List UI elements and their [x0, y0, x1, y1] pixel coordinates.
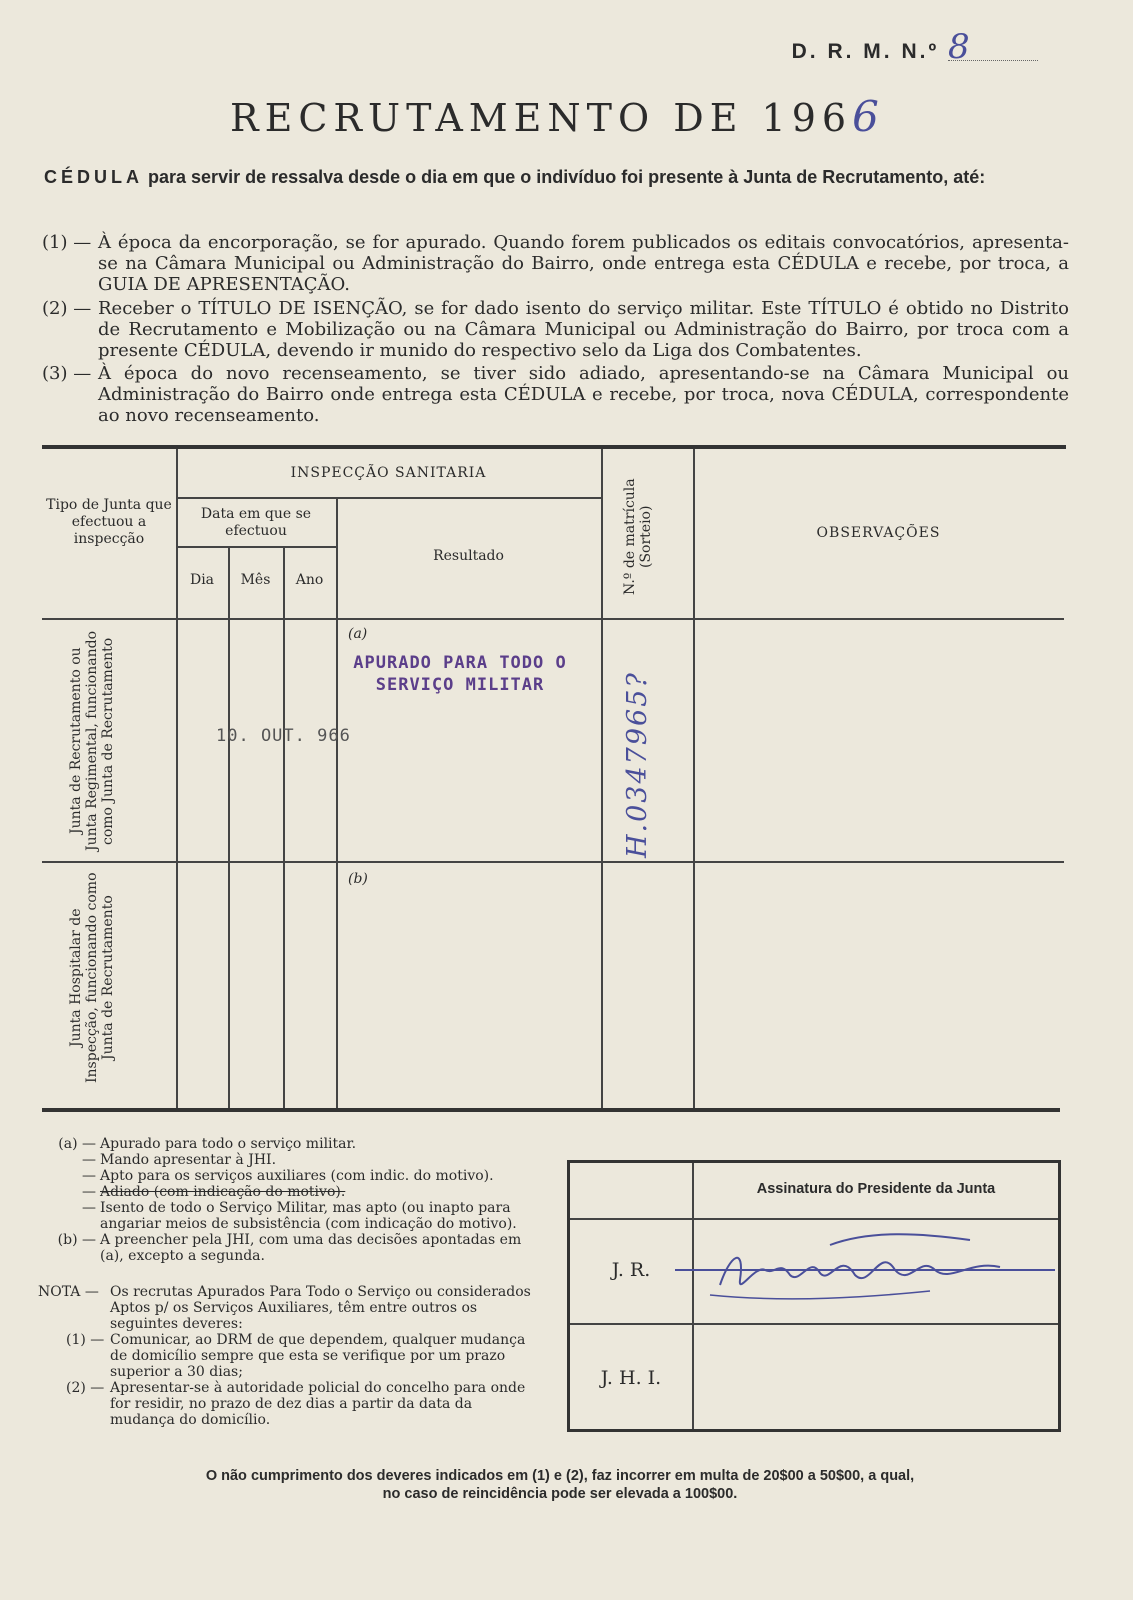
signature-header: Assinatura do Presidente da Junta — [756, 1181, 996, 1197]
signature-row-jr: J. R. — [611, 1259, 651, 1281]
intro-text: para servir de ressalva desde o dia em que o indivíduo foi presente à Junta de Recrutamento, até: — [148, 167, 986, 187]
table-divider — [228, 546, 230, 1108]
table-divider — [336, 497, 338, 1108]
col-inspeccao-header: INSPECÇÃO SANITARIA — [290, 465, 487, 481]
row2-tipo-label: Junta Hospitalar de Inspecção, funcionando como Junta de Recrutamento — [68, 872, 116, 1084]
legend — [38, 1136, 538, 1264]
page-title: RECRUTAMENTO DE 1966 — [230, 92, 879, 141]
table-divider — [42, 861, 1064, 863]
table-divider — [176, 546, 336, 548]
nota — [38, 1284, 538, 1428]
table-divider — [176, 497, 601, 499]
table-bottom-rule — [42, 1108, 1060, 1112]
col-dia-header: Dia — [189, 572, 215, 588]
legend-item: — Isento de todo o Serviço Militar, mas apto (ou inapto para angariar meios de subsistência (com indicação do motivo). — [82, 1200, 517, 1232]
legend-item-struck: — Adiado (com indicação do motivo). — [82, 1184, 346, 1200]
nota-item: (2) — Apresentar-se à autoridade policial do concelho para onde for residir, no prazo de dez dias a partir da data da mudança do domicílio. — [66, 1380, 526, 1428]
legend-item: — Apto para os serviços auxiliares (com indic. do motivo). — [82, 1168, 494, 1184]
row2-mark: (b) — [348, 871, 368, 887]
signature-divider — [570, 1323, 1058, 1325]
legend-item: (b) — A preencher pela JHI, com uma das decisões apontadas em (a), excepto a segunda. — [57, 1232, 522, 1264]
instruction-item-1: (1) — À época da encorporação, se for apurado. Quando forem publicados os editais convocatórios, apresenta-se na Câmara Municipal ou Administração do Bairro, onde entrega esta CÉDULA e recebe, por troca, a GUIA DE APRESENTAÇÃO. — [42, 232, 1069, 295]
table-divider — [283, 546, 285, 1108]
result-stamp: APURADO PARA TODO O SERVIÇO MILITAR — [353, 653, 567, 695]
col-observacoes-header: OBSERVAÇÕES — [816, 525, 941, 541]
matricula-handwritten: H.0347965? — [622, 671, 653, 858]
legend-item: (a) — Apurado para todo o serviço militar. — [58, 1136, 357, 1152]
row1-mark: (a) — [348, 626, 368, 642]
drm-number-label: D. R. M. N.º 8 — [792, 34, 1038, 64]
table-top-rule — [42, 445, 1066, 449]
president-signature — [670, 1225, 1060, 1315]
table-divider — [601, 449, 603, 1108]
col-mes-header: Mês — [240, 572, 271, 588]
table-divider — [176, 449, 178, 1108]
row1-tipo-label: Junta de Recrutamento ou Junta Regimental, funcionando como Junta de Recrutamento — [68, 631, 116, 851]
legend-item: — Mando apresentar à JHI. — [82, 1152, 277, 1168]
handwritten-year-digit: 6 — [852, 92, 879, 141]
col-tipo-header: Tipo de Junta que efectuou a inspecção — [46, 497, 172, 547]
signature-divider — [570, 1218, 1058, 1220]
instruction-item-3: (3) — À época do novo recenseamento, se tiver sido adiado, apresentando-se na Câmara Municipal ou Administração do Bairro onde entrega esta CÉDULA e recebe, por troca, nova CÉDULA, correspondente ao novo recenseamento. — [42, 363, 1069, 426]
intro-lead: CÉDULA — [44, 167, 143, 187]
inspection-date-stamp: 10. OUT. 966 — [216, 726, 351, 746]
signature-row-jhi: J. H. I. — [600, 1367, 662, 1389]
col-data-header: Data em que se efectuou — [200, 506, 312, 539]
col-matricula-header: N.º de matrícula (Sorteio) — [622, 478, 654, 596]
footer-note: O não cumprimento dos deveres indicados em (1) e (2), faz incorrer em multa de 20$00 a 50$00, a qual, no caso de reincidência pode ser elevada a 100$00. — [205, 1468, 915, 1502]
drm-number-value: 8 — [948, 34, 1038, 61]
col-ano-header: Ano — [295, 572, 324, 588]
nota-intro: NOTA — Os recrutas Apurados Para Todo o Serviço ou considerados Aptos p/ os Serviços Auxiliares, têm entre outros os seguintes deveres: — [38, 1284, 531, 1332]
signature-box — [567, 1160, 1061, 1432]
intro-paragraph — [44, 164, 1069, 191]
table-divider — [693, 449, 695, 1108]
nota-item: (1) — Comunicar, ao DRM de que dependem, qualquer mudança de domicílio sempre que esta se verifique por um prazo superior a 30 dias; — [66, 1332, 526, 1380]
table-divider — [42, 618, 1064, 620]
col-resultado-header: Resultado — [433, 548, 504, 564]
instruction-item-2: (2) — Receber o TÍTULO DE ISENÇÃO, se for dado isento do serviço militar. Este TÍTULO é obtido no Distrito de Recrutamento e Mobilização ou na Câmara Municipal ou Administração do Bairro, por troca com a presente CÉDULA, devendo ir munido do respectivo selo da Liga dos Combatentes. — [42, 298, 1069, 361]
